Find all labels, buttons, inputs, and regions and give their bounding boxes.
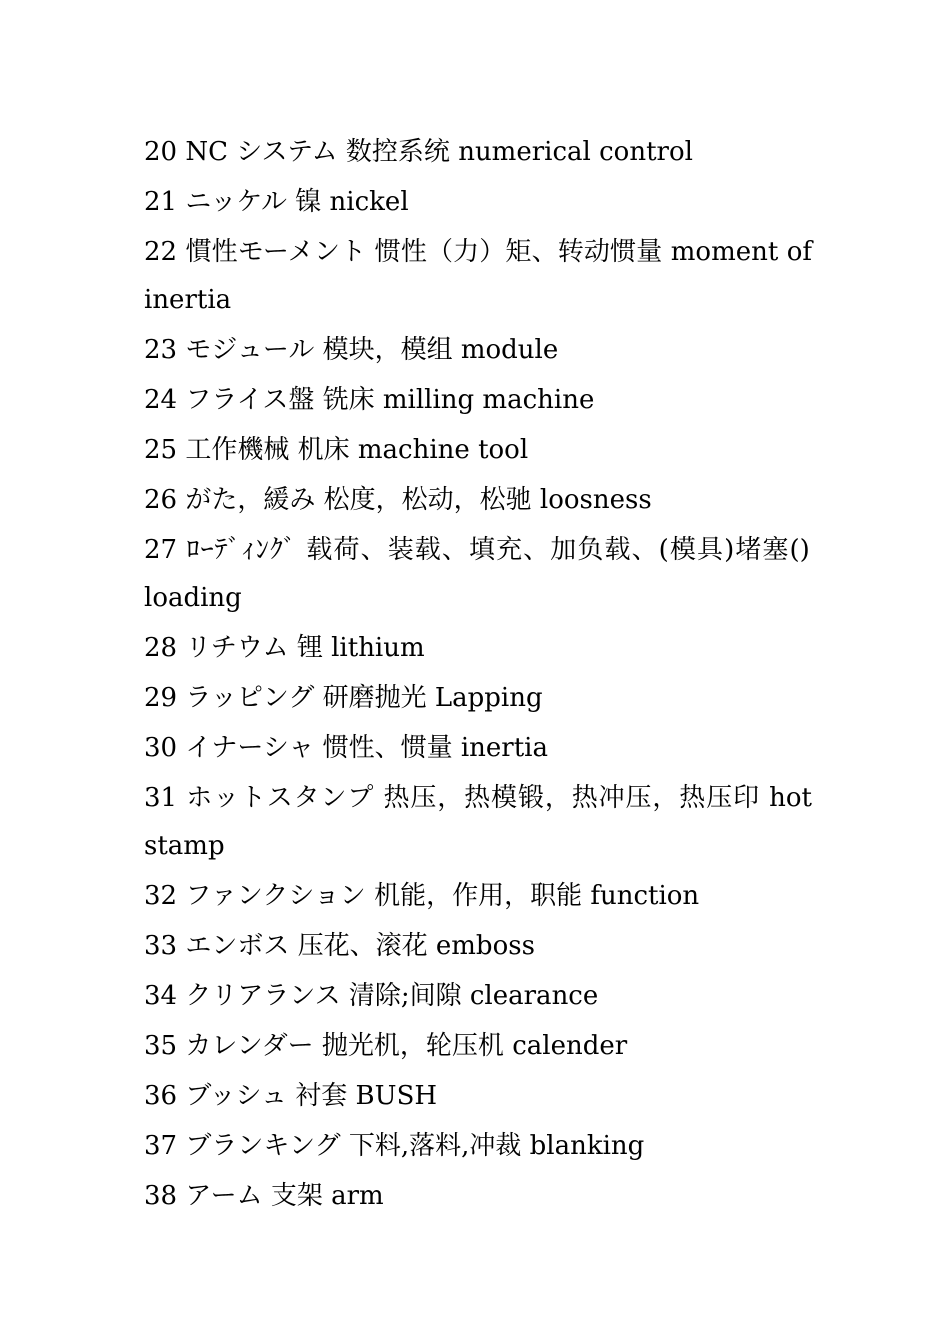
entry-text: モジュール 模块，模组 module <box>185 335 559 365</box>
entry-number: 20 <box>144 137 178 167</box>
entry-number: 23 <box>144 335 178 365</box>
entry-text: ニッケル 镍 nickel <box>185 187 409 217</box>
entry-text: リチウム 锂 lithium <box>185 633 425 663</box>
entry-text: ﾛｰﾃﾞｨﾝｸﾞ 载荷、装载、填充、加负载、(模具)堵塞() loading <box>144 535 810 613</box>
entry-number: 34 <box>144 981 178 1011</box>
entry-number: 21 <box>144 187 178 217</box>
entry-text: アーム 支架 arm <box>185 1181 384 1211</box>
glossary-entry-34 <box>144 972 812 1020</box>
entry-text: NC システム 数控系统 numerical control <box>185 137 693 167</box>
entry-number: 29 <box>144 683 178 713</box>
entry-number: 37 <box>144 1131 178 1161</box>
entry-text: ホットスタンプ 热压，热模锻，热冲压，热压印 hot stamp <box>144 783 813 861</box>
entry-text: 慣性モーメント 惯性（力）矩、转动惯量 moment of inertia <box>144 237 812 315</box>
entry-number: 28 <box>144 633 178 663</box>
glossary-entry-38 <box>144 1172 812 1220</box>
entry-number: 22 <box>144 237 178 267</box>
document-body <box>144 128 812 1222</box>
glossary-entry-33 <box>144 922 812 970</box>
glossary-entry-20 <box>144 128 812 176</box>
entry-number: 26 <box>144 485 178 515</box>
glossary-entry-28 <box>144 624 812 672</box>
entry-text: ラッピング 研磨抛光 Lapping <box>185 683 543 713</box>
glossary-entry-32 <box>144 872 812 920</box>
entry-number: 25 <box>144 435 178 465</box>
entry-text: カレンダー 抛光机，轮压机 calender <box>185 1031 628 1061</box>
glossary-entry-24 <box>144 376 812 424</box>
entry-number: 31 <box>144 783 178 813</box>
glossary-entry-37 <box>144 1122 812 1170</box>
entry-text: イナーシャ 惯性、惯量 inertia <box>185 733 548 763</box>
entry-number: 35 <box>144 1031 178 1061</box>
glossary-entry-25 <box>144 426 812 474</box>
glossary-entry-30 <box>144 724 812 772</box>
entry-text: ブランキング 下料,落料,冲裁 blanking <box>185 1131 645 1161</box>
entry-text: ファンクション 机能，作用，职能 function <box>185 881 700 911</box>
entry-text: 工作機械 机床 machine tool <box>185 435 529 465</box>
entry-text: フライス盤 铣床 milling machine <box>185 385 595 415</box>
entry-text: クリアランス 清除;间隙 clearance <box>185 981 599 1011</box>
entry-number: 32 <box>144 881 178 911</box>
glossary-entry-36 <box>144 1072 812 1120</box>
glossary-entry-31 <box>144 774 812 870</box>
entry-number: 38 <box>144 1181 178 1211</box>
entry-number: 30 <box>144 733 178 763</box>
glossary-entry-26 <box>144 476 812 524</box>
entry-number: 27 <box>144 535 178 565</box>
entry-text: がた，緩み 松度，松动，松驰 loosness <box>185 485 652 515</box>
glossary-entry-22 <box>144 228 812 324</box>
glossary-entry-35 <box>144 1022 812 1070</box>
entry-text: ブッシュ 衬套 BUSH <box>185 1081 438 1111</box>
entry-text: エンボス 压花、滚花 emboss <box>185 931 535 961</box>
entry-number: 36 <box>144 1081 178 1111</box>
entry-number: 24 <box>144 385 178 415</box>
glossary-entry-21 <box>144 178 812 226</box>
entry-number: 33 <box>144 931 178 961</box>
glossary-entry-23 <box>144 326 812 374</box>
glossary-entry-27 <box>144 526 812 622</box>
glossary-entry-29 <box>144 674 812 722</box>
